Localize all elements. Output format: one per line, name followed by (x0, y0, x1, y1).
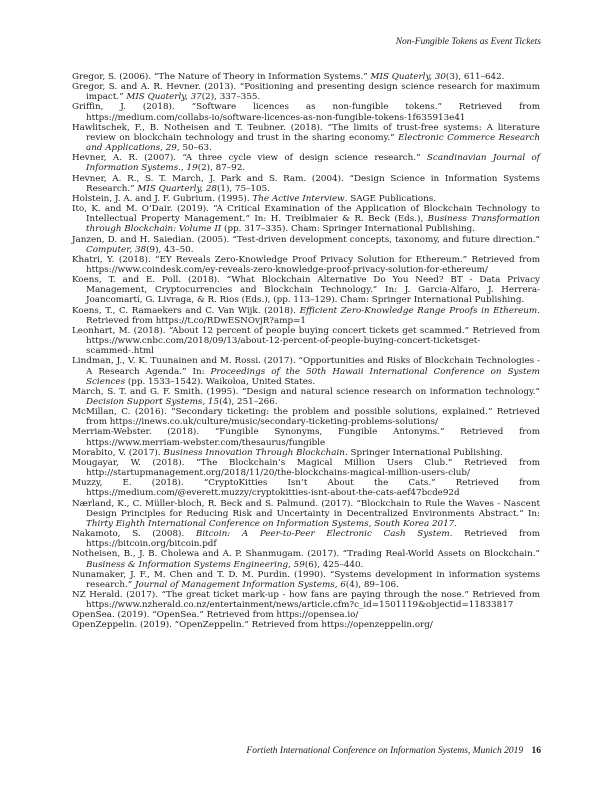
reference-text: Khatri, Y. (2018). “EY Reveals Zero-Knowledge Proof Privacy Solution for Ethereum.” Retrieved from https://www.coindesk.com/ey-reveals-zero-knowledge-proof-privacy-solution-for-ethereum/ (72, 254, 540, 275)
reference-text-tail: . Springer International Publishing. (344, 447, 503, 458)
reference-entry (72, 275, 540, 305)
reference-text: Muzzy, E. (2018). “CryptoKitties Isn’t About the Cats.” Retrieved from https://medium.com/@everett.muzzy/cryptokitties-isnt-about-the-cats-aef47bcde92d (72, 478, 540, 499)
reference-entry (72, 326, 540, 356)
reference-text: Hevner, A. R., S. T. March, J. Park and S. Ram. (2004). “Design Science in Information Systems Research.” (72, 173, 540, 194)
reference-italic: Decision Support Systems, 15 (86, 397, 220, 407)
reference-italic: Proceedings of the 50th Hawaii International Conference on System Sciences (86, 366, 540, 387)
reference-text-tail: (3), 611–642. (445, 72, 505, 82)
reference-entry (72, 570, 540, 590)
reference-text: OpenZeppelin. (2019). “OpenZeppelin.” Retrieved from https://openzeppelin.org/ (72, 620, 433, 631)
reference-entry (72, 102, 540, 122)
reference-text: Leonhart, M. (2018). “About 12 percent of people buying concert tickets get scammed.” Retrieved from https://www.cnbc.com/2018/09/13/about-12-percent-of-people-buying-concert-ticketsget-scammed-.html (72, 325, 540, 357)
reference-text: Griffin, J. (2018). “Software licences as non-fungible tokens.” Retrieved from https://medium.com/collabs-io/software-licences-as-non-fungible-tokens-1f635913e41 (72, 102, 540, 123)
reference-text: Notheisen, B., J. B. Cholewa and A. P. Shanmugam. (2017). “Trading Real-World Assets on Blockchain.” (72, 549, 540, 560)
reference-text: Janzen, D. and H. Saiedian. (2005). “Test-driven development concepts, taxonomy, and future direction.” (72, 234, 540, 245)
reference-text: March, S. T. and G. F. Smith. (1995). “Design and natural science research on information technology.” (72, 386, 540, 397)
reference-entry (72, 174, 540, 194)
reference-text-tail: (2), 87–92. (197, 163, 246, 174)
reference-text: Koens, T. and E. Poll. (2018). “What Blockchain Alternative Do You Need? BT - Data Privacy Management, Cryptocurrencies and Blockchain Technology.” In: J. Garcia-Alfaro, J. Herrera-Joancomartí, G. Livraga, & R. Rios (Eds.), (pp. 113–129). Cham: Springer International Publishing. (72, 275, 540, 306)
reference-entry (72, 499, 540, 529)
reference-text: Morabito, V. (2017). (72, 447, 164, 458)
reference-italic: Business Transformation through Blockchain: Volume II (86, 214, 541, 235)
reference-text-tail: . (454, 518, 458, 529)
reference-entry (72, 72, 540, 82)
reference-entry (72, 356, 540, 386)
reference-text: Hawlitschek, F., B. Notheisen and T. Teubner. (2018). “The limits of trust-free systems: A literature review on blockchain technology and trust in the sharing economy.” (72, 122, 540, 143)
reference-text: McMillan, C. (2016). “Secondary ticketing: the problem and possible solutions, explained.” Retrieved from https://inews.co.uk/culture/music/secondary-ticketing-problems-solutions/ (72, 407, 540, 428)
reference-text: Hevner, A. R. (2007). “A three cycle view of design science research.” (72, 153, 427, 164)
page-number: 16 (531, 746, 541, 756)
reference-entry (72, 529, 540, 549)
reference-italic: MIS Quaterly, 30 (370, 72, 446, 82)
reference-text-tail: (4), 89–106. (345, 579, 399, 590)
reference-text: OpenSea. (2019). “OpenSea.” Retrieved from https://opensea.io/ (72, 610, 359, 621)
reference-italic: Bitcoin: A Peer-to-Peer Electronic Cash System (195, 529, 450, 540)
reference-entry (72, 255, 540, 275)
running-head: Non-Fungible Tokens as Event Tickets (395, 37, 541, 47)
reference-text-tail: (9), 43–50. (146, 244, 194, 255)
reference-italic: MIS Quaterly, 37 (126, 92, 202, 103)
reference-text-tail: (6), 425–440. (304, 559, 364, 570)
reference-entry (72, 123, 540, 153)
reference-text: Gregor, S. and A. R. Hevner. (2013). “Positioning and presenting design science research for maximum impact.” (72, 82, 540, 103)
reference-text: Lindman, J., V. K. Tuunainen and M. Rossi. (2017). “Opportunities and Risks of Blockchain Technologies - A Research Agenda.” In: (72, 356, 540, 377)
reference-text-tail: (2), 337–355. (201, 92, 261, 103)
reference-text: NZ Herald. (2017). “The great ticket mark-up - how fans are paying through the nose.” Retrieved from https://www.nzherald.co.nz/entertainment/news/article.cfm?c_id=1501119&objectid=11833817 (72, 589, 540, 611)
reference-text: Mougayar, W. (2018). “The Blockchain’s Magical Million Users Club.” Retrieved from http://startupmanagement.org/2018/11/20/the-blockchains-magical-million-users-club/ (72, 457, 540, 479)
reference-entry (72, 610, 540, 620)
reference-entry (72, 549, 540, 569)
reference-entry (72, 590, 540, 610)
reference-text-tail: (pp. 317–335). Cham: Springer International Publishing. (221, 224, 476, 235)
reference-text: Merriam-Webster. (2018). “Fungible Synonyms, Fungible Antonyms.” Retrieved from https://www.merriam-webster.com/thesaurus/fungible (72, 427, 540, 448)
reference-entry (72, 427, 540, 447)
reference-text-tail: . SAGE Publications. (344, 193, 437, 204)
reference-entry (72, 82, 540, 102)
reference-text: Holstein, J. A. and J. F. Gubrium. (1995). (72, 193, 253, 204)
reference-entry (72, 306, 540, 326)
reference-text: Nunamaker, J. F., M. Chen and T. D. M. Purdin. (1990). “Systems development in information systems research.” (72, 569, 540, 590)
reference-italic: Scandinavian Journal of Information Systems., 19 (86, 153, 540, 174)
reference-text-tail: , 50–63. (176, 143, 212, 154)
reference-text-tail: (4), 251–266. (219, 397, 278, 407)
reference-entry (72, 407, 540, 427)
reference-italic: Thirty Eighth International Conference on Information Systems, South Korea 2017 (86, 518, 455, 529)
reference-entry (72, 620, 540, 630)
reference-italic: The Active Interview (252, 193, 345, 204)
reference-entry (72, 235, 540, 255)
reference-italic: Business & Information Systems Engineering, 59 (86, 559, 305, 570)
reference-italic: Electronic Commerce Research and Applications, 29 (86, 132, 540, 154)
reference-text-tail: . Retrieved from https://bitcoin.org/bitcoin.pdf (86, 529, 540, 550)
reference-text: Gregor, S. (2006). “The Nature of Theory in Information Systems.” (72, 72, 371, 82)
reference-entry (72, 194, 540, 204)
reference-italic: Computer, 38 (86, 244, 147, 255)
reference-text-tail: . Retrieved from https://t.co/RDwESNOvjR?amp=1 (86, 305, 540, 326)
reference-italic: Business Innovation Through Blockchain (163, 447, 345, 458)
reference-entry (72, 204, 540, 234)
reference-entry (72, 153, 540, 173)
reference-italic: Efficient Zero-Knowledge Range Proofs in Ethereum (299, 305, 538, 316)
reference-text: Koens, T., C. Ramaekers and C. Van Wijk. (2018). (72, 305, 300, 316)
reference-italic: MIS Quarterly, 28 (137, 183, 217, 194)
reference-italic: Journal of Management Information Systems, 6 (135, 579, 346, 590)
reference-text: Nærland, K., C. Müller-bloch, R. Beck and S. Palmund. (2017). “Blockchain to Rule the Waves - Nascent Design Principles for Reducing Risk and Uncertainty in Decentralized Environments Abstract.” In: (72, 498, 540, 519)
reference-text-tail: (pp. 1533–1542). Waikoloa, United States. (125, 376, 316, 387)
reference-entry (72, 478, 540, 498)
reference-text: Ito, K. and M. O’Dair. (2019). “A Critical Examination of the Application of Blockchain Technology to Intellectual Property Management.” In: H. Treiblmaier & R. Beck (Eds.), (72, 204, 540, 225)
reference-entry (72, 458, 540, 478)
page-footer (246, 746, 541, 756)
reference-list (72, 72, 540, 631)
reference-entry (72, 387, 540, 407)
reference-entry (72, 448, 540, 458)
footer-conference: Fortieth International Conference on Information Systems, Munich 2019 (246, 746, 524, 756)
reference-text: Nakamoto, S. (2008). (72, 529, 196, 540)
reference-text-tail: (1), 75–105. (216, 183, 270, 194)
